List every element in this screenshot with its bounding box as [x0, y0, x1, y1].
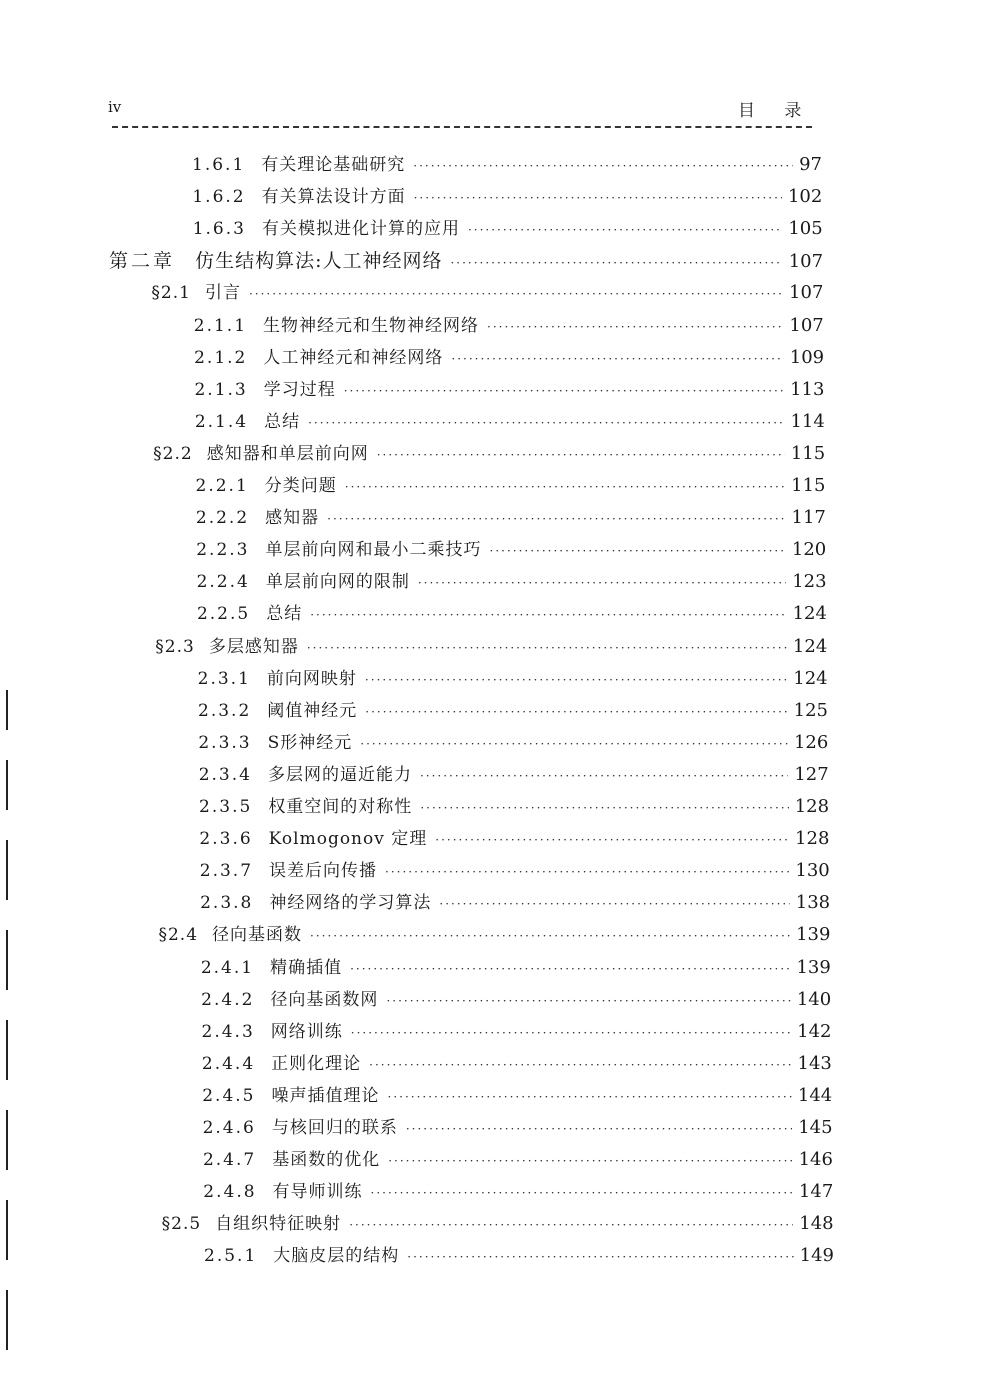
- binding-edge-mark: [6, 1110, 8, 1170]
- toc-entry-title: 有关理论基础研究: [261, 155, 406, 175]
- toc-entry-title: 有关算法设计方面: [261, 187, 406, 208]
- toc-entry-page: 97: [799, 154, 822, 175]
- toc-entry-page: 117: [791, 507, 826, 529]
- toc-entry-page: 102: [787, 186, 823, 208]
- toc-entry-page: 144: [797, 1084, 833, 1106]
- toc-entry-page: 124: [793, 667, 828, 689]
- toc-entry-title: 单层前向网和最小二乘技巧: [265, 540, 482, 561]
- toc-entry: [203, 1181, 833, 1204]
- toc-entry: [199, 796, 829, 819]
- toc-entry-number: 1.6.3: [192, 219, 246, 240]
- toc-entry-number: 2.3.2: [198, 700, 252, 721]
- toc-entry-page: 143: [797, 1052, 832, 1074]
- toc-entry: [162, 1213, 834, 1236]
- toc-entry: [196, 507, 826, 530]
- toc-entry-page: 149: [799, 1245, 834, 1267]
- toc-entry: [158, 924, 830, 947]
- toc-entry-title: 人工神经元和神经网络: [263, 347, 444, 368]
- toc-entry: [151, 282, 823, 305]
- toc-entry-page: 107: [789, 314, 824, 336]
- toc-entry-number: 2.3.7: [199, 861, 254, 882]
- toc-entry: [199, 828, 829, 851]
- dot-leader: [490, 540, 786, 562]
- toc-entry-title: 单层前向网的限制: [265, 572, 410, 593]
- toc-entry-title: Kolmogonov 定理: [268, 829, 428, 850]
- toc-entry-number: 2.3.6: [199, 829, 253, 850]
- toc-entry-title: 自组织特征映射: [215, 1214, 342, 1235]
- dot-leader: [349, 1214, 793, 1236]
- toc-entry: [199, 764, 829, 787]
- toc-entry-title: 总结: [264, 411, 301, 432]
- dot-leader: [371, 1182, 793, 1204]
- toc-entry-number: §2.5: [161, 1214, 202, 1235]
- toc-entry-page: 138: [795, 892, 831, 914]
- toc-entry: [109, 250, 823, 274]
- toc-entry: [192, 186, 822, 209]
- toc-entry: [193, 218, 823, 241]
- toc-entry-page: 109: [789, 346, 825, 368]
- toc-entry-number: 2.3.8: [200, 893, 254, 914]
- dot-leader: [406, 1118, 792, 1140]
- dot-leader: [327, 508, 785, 530]
- toc-entry-number: 第二章: [109, 250, 176, 273]
- toc-entry-title: 正则化理论: [271, 1053, 362, 1074]
- toc-entry-number: 2.2.4: [196, 572, 250, 593]
- toc-entry-number: 2.3.5: [199, 797, 253, 817]
- toc-entry-title: 径向基函数网: [270, 989, 379, 1010]
- toc-entry-number: 2.3.3: [198, 732, 252, 753]
- toc-entry: [195, 411, 825, 434]
- toc-entry-number: 2.4.2: [201, 989, 255, 1010]
- toc-entry-number: 2.1.2: [194, 347, 248, 368]
- toc-entry-title: 有关模拟进化计算的应用: [261, 219, 460, 240]
- toc-entry-page: 128: [795, 828, 830, 850]
- toc-entry-page: 128: [794, 796, 830, 817]
- dot-leader: [360, 733, 788, 755]
- dot-leader: [377, 444, 785, 466]
- toc-entry-page: 115: [790, 442, 826, 464]
- toc-entry-title: 前向网映射: [266, 668, 357, 689]
- toc-entry-page: 124: [792, 603, 827, 625]
- toc-entry-title: 引言: [204, 283, 241, 304]
- toc-entry-page: 124: [792, 635, 828, 657]
- binding-edge-mark: [6, 1020, 8, 1080]
- toc-entry-page: 123: [792, 571, 827, 593]
- dot-leader: [310, 925, 790, 947]
- toc-entry-number: 2.4.3: [201, 1021, 255, 1042]
- toc-entry-title: 多层感知器: [208, 636, 299, 657]
- toc-entry-title: 网络训练: [270, 1021, 343, 1042]
- toc-entry-title: S形神经元: [267, 732, 353, 753]
- binding-edge-mark: [6, 840, 8, 900]
- toc-entry-number: 2.5.1: [204, 1246, 258, 1267]
- toc-entry-number: 2.4.8: [203, 1182, 257, 1203]
- toc-entry-title: 生物神经元和生物神经网络: [263, 315, 480, 336]
- toc-entry-number: 2.4.7: [202, 1150, 257, 1171]
- dot-leader: [345, 476, 785, 498]
- toc-entry-title: 多层网的逼近能力: [267, 764, 412, 785]
- toc-entry-number: 2.2.2: [195, 508, 250, 529]
- dot-leader: [249, 283, 783, 305]
- toc-entry-title: 精确插值: [270, 957, 343, 978]
- toc-entry-title: 分类问题: [264, 476, 337, 496]
- toc-entry-title: 大脑皮层的结构: [273, 1246, 400, 1267]
- binding-edge-mark: [6, 1290, 8, 1350]
- toc-entry-number: 2.2.3: [196, 540, 250, 561]
- dot-leader: [386, 990, 790, 1012]
- toc-entry-page: 107: [788, 251, 824, 273]
- dot-leader: [435, 829, 789, 851]
- toc-entry-page: 130: [795, 860, 830, 882]
- toc-entry: [197, 603, 827, 626]
- binding-edge-mark: [6, 1200, 8, 1260]
- dot-leader: [450, 252, 782, 274]
- dot-leader: [388, 1086, 792, 1108]
- toc-entry: [201, 989, 831, 1012]
- running-title: 目 录: [738, 101, 814, 121]
- toc-entry-number: 2.1.4: [194, 411, 249, 432]
- dot-leader: [350, 958, 790, 980]
- toc-entry: [200, 892, 830, 915]
- binding-edge-mark: [6, 760, 8, 810]
- toc-entry-title: 总结: [266, 604, 303, 625]
- toc-entry-title: 与核回归的联系: [271, 1118, 398, 1138]
- toc-entry: [203, 1117, 833, 1140]
- dot-leader: [365, 701, 787, 723]
- toc-entry-page: 125: [793, 699, 828, 721]
- toc-entry-title: 径向基函数: [212, 925, 303, 946]
- toc-entry-number: 2.2.5: [196, 604, 251, 625]
- toc-entry: [194, 347, 824, 370]
- dot-leader: [344, 380, 784, 402]
- dot-leader: [420, 765, 788, 787]
- toc-entry-number: 2.3.1: [197, 668, 251, 689]
- dot-leader: [413, 155, 793, 177]
- dot-leader: [451, 348, 783, 370]
- toc-entry-number: 2.1.3: [194, 379, 248, 400]
- toc-entry-title: 权重空间的对称性: [268, 797, 413, 817]
- toc-entry: [196, 475, 826, 498]
- binding-edge-mark: [6, 930, 8, 990]
- toc-entry-page: 148: [799, 1213, 834, 1235]
- toc-entry-page: 115: [791, 475, 826, 496]
- toc-entry-number: 1.6.2: [192, 187, 246, 208]
- toc-entry-title: 神经网络的学习算法: [269, 893, 432, 914]
- dot-leader: [310, 604, 786, 626]
- toc-entry-number: 2.2.1: [195, 476, 249, 496]
- toc-entry-number: §2.3: [155, 636, 195, 657]
- dot-leader: [418, 572, 786, 594]
- toc-entry: [198, 668, 828, 691]
- toc-entry: [153, 443, 825, 466]
- toc-entry-title: 噪声插值理论: [271, 1085, 380, 1106]
- dot-leader: [388, 1150, 792, 1172]
- dot-leader: [439, 893, 789, 915]
- dot-leader: [308, 412, 784, 434]
- toc-entry: [196, 539, 826, 562]
- toc-entry: [204, 1245, 834, 1268]
- toc-entry: [194, 379, 824, 402]
- dot-leader: [307, 637, 787, 659]
- page-number: iv: [108, 98, 122, 116]
- toc-entry: [203, 1149, 833, 1172]
- toc-entry-page: 113: [790, 378, 825, 400]
- toc-entry: [202, 1021, 832, 1044]
- dot-leader: [420, 797, 788, 819]
- toc-entry-number: 2.4.4: [201, 1053, 256, 1074]
- toc-entry-page: 142: [797, 1020, 832, 1042]
- toc-entry: [192, 154, 822, 177]
- toc-entry-title: 误差后向传播: [269, 861, 378, 882]
- toc-entry-page: 107: [789, 282, 824, 304]
- dot-leader: [487, 316, 783, 338]
- toc-entry-page: 114: [790, 410, 825, 432]
- toc-entry: [197, 571, 827, 594]
- dot-leader: [468, 219, 782, 241]
- toc-entry-page: 105: [788, 218, 823, 240]
- toc-entry: [198, 700, 828, 723]
- toc-entry-title: 学习过程: [263, 379, 336, 400]
- toc-entry-number: §2.4: [158, 925, 199, 946]
- toc-entry-page: 126: [793, 731, 829, 753]
- toc-entry-page: 139: [796, 956, 831, 978]
- toc-entry-page: 120: [791, 539, 827, 561]
- toc-entry: [200, 860, 830, 883]
- toc-entry-number: 2.4.5: [202, 1085, 256, 1106]
- toc-entry-number: §2.2: [153, 443, 193, 464]
- toc-entry: [201, 957, 831, 980]
- toc-entry-number: §2.1: [151, 283, 191, 304]
- toc-entry-page: 146: [798, 1149, 833, 1171]
- toc-entry-page: 127: [794, 763, 829, 785]
- toc-entry-page: 139: [796, 924, 831, 946]
- toc-entry: [194, 315, 824, 338]
- dot-leader: [407, 1246, 793, 1268]
- toc-entry-page: 147: [798, 1181, 834, 1203]
- toc-entry-number: 2.4.1: [200, 957, 255, 978]
- toc-entry-page: 140: [796, 988, 832, 1010]
- dot-leader: [385, 861, 789, 883]
- toc-entry-number: 2.3.4: [198, 764, 252, 785]
- toc-entry: [202, 1053, 832, 1076]
- toc-entry-title: 有导师训练: [272, 1182, 363, 1203]
- toc-entry-title: 阈值神经元: [267, 700, 358, 721]
- toc-entry-number: 1.6.1: [192, 155, 246, 175]
- toc-entry-title: 基函数的优化: [272, 1150, 381, 1171]
- toc-entry-number: 2.1.1: [193, 315, 248, 336]
- toc-entry: [155, 636, 827, 659]
- dot-leader: [369, 1054, 791, 1076]
- toc-entry-number: 2.4.6: [202, 1118, 256, 1138]
- binding-edge-mark: [6, 690, 8, 730]
- toc-entry-page: 145: [798, 1117, 833, 1138]
- dot-leader: [365, 669, 787, 691]
- toc-entry-title: 仿生结构算法:人工神经网络: [195, 250, 443, 273]
- toc-entry-title: 感知器: [265, 508, 320, 529]
- dot-leader: [414, 187, 782, 209]
- toc-entry: [198, 732, 828, 755]
- toc-entry: [202, 1085, 832, 1108]
- toc-entry-title: 感知器和单层前向网: [206, 443, 369, 464]
- dot-leader: [351, 1022, 791, 1044]
